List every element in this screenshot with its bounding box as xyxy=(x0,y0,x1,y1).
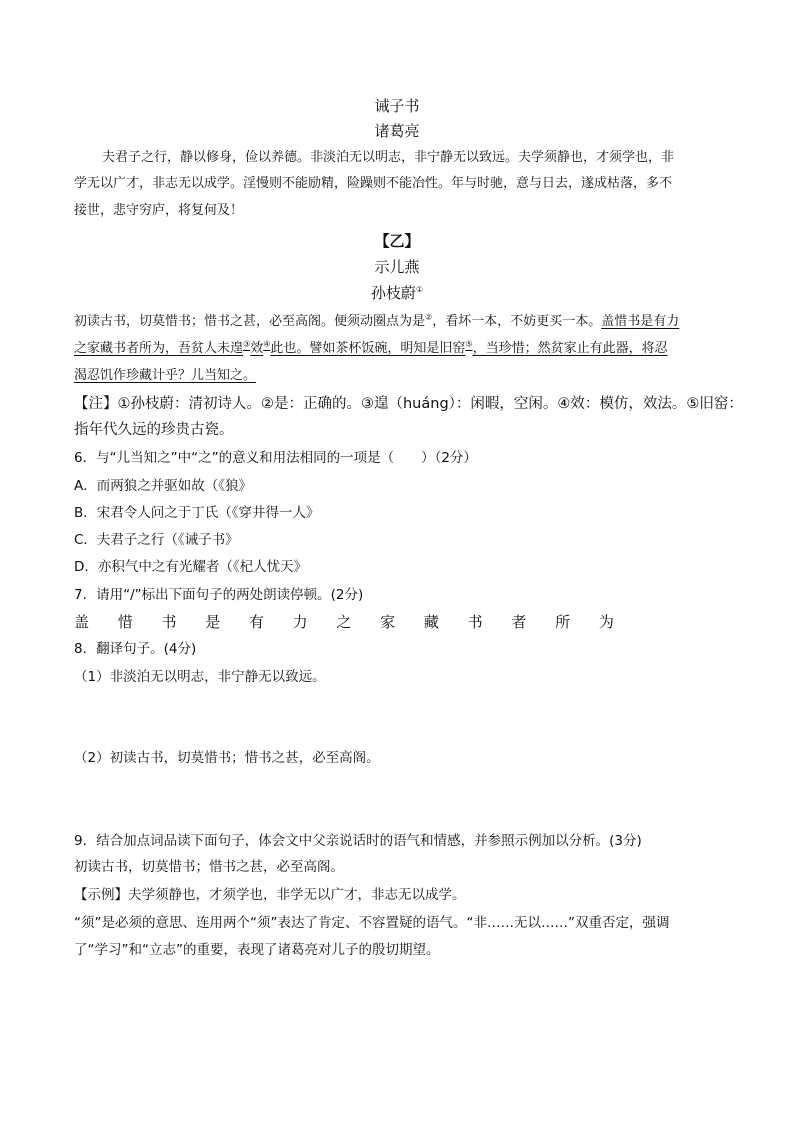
jia-text-line-3: 接世，悲守穷庐，将复何及！ xyxy=(74,203,244,218)
q6-option-d: D．亦积气中之有光耀者（《杞人忧天》 xyxy=(74,559,308,575)
jia-text-line-1: 夫君子之行，静以修身，俭以养德。非淡泊无以明志，非宁静无以致远。夫学须静也，才须学也，非 xyxy=(102,150,675,165)
q7-char: 藏 xyxy=(423,613,439,631)
yi-underlined-segment: ，当珍惜；然贫家止有此器，将忍 xyxy=(472,341,668,356)
q7-char: 盖 xyxy=(74,613,90,631)
yi-text-line-3 xyxy=(74,364,256,388)
yi-text-segment: 初读古书，切莫惜书；惜书之甚，必至高阁。便须动圈点为是 xyxy=(74,314,426,329)
yi-note-marker: ⑤ xyxy=(465,339,473,349)
q6-option-b: B．宋君令人问之于丁氏（《穿井得一人》 xyxy=(74,505,320,521)
yi-author-note: ① xyxy=(415,285,424,294)
q7-char: 为 xyxy=(598,613,614,631)
yi-underlined-segment: 盖惜书是有力 xyxy=(601,314,680,329)
yi-text-segment: ，看坏一本，不妨更买一本。 xyxy=(432,314,602,329)
yi-author: 孙枝蔚 xyxy=(370,284,416,302)
yi-author-line xyxy=(0,283,794,303)
yi-underlined-segment: 此也。 xyxy=(270,341,310,356)
q7-char: 书 xyxy=(161,613,177,631)
q9-analysis-line-2: 了“学习”和“立志”的重要，表现了诸葛亮对儿子的殷切期望。 xyxy=(74,942,440,958)
q7-char: 者 xyxy=(511,613,527,631)
jia-title: 诫子书 xyxy=(374,97,420,115)
q9-stem: 9．结合加点词品读下面句子，体会文中父亲说话时的语气和情感，并参照示例加以分析。(3分) xyxy=(74,833,642,849)
q6-option-c: C．夫君子之行（《诫子书》 xyxy=(74,532,239,548)
yi-text-line-2 xyxy=(74,337,668,361)
q9-example: 【示例】夫学须静也，才须学也，非学无以广才，非志无以成学。 xyxy=(74,887,466,903)
q7-char: 之 xyxy=(336,613,352,631)
yi-title: 示儿燕 xyxy=(374,258,420,276)
yi-note-marker: ③ xyxy=(243,339,251,349)
q9-sentence: 初读古书，切莫惜书；惜书之甚，必至高阁。 xyxy=(74,859,344,875)
q7-char: 家 xyxy=(380,613,396,631)
q7-char: 所 xyxy=(555,613,571,631)
yi-label: 【乙】 xyxy=(374,232,420,250)
q7-sentence xyxy=(74,611,614,632)
q7-char: 有 xyxy=(248,613,264,631)
q6-stem: 6．与“儿当知之”中“之”的意义和用法相同的一项是（ ）（2分） xyxy=(74,450,477,466)
jia-author: 诸葛亮 xyxy=(374,122,420,140)
q8-sub2: （2）初读古书，切莫惜书；惜书之甚，必至高阁。 xyxy=(74,750,380,766)
q6-option-a: A．而两狼之并驱如故（《狼》 xyxy=(74,478,252,494)
q7-char: 是 xyxy=(205,613,221,631)
q7-stem: 7．请用“/”标出下面句子的两处朗读停顿。(2分) xyxy=(74,587,364,603)
yi-underlined-segment: 之家藏书者所为，吾贫人未遑 xyxy=(74,341,244,356)
note-line-2: 指年代久远的珍贵古瓷。 xyxy=(74,422,234,438)
yi-note-marker: ④ xyxy=(263,339,271,349)
note-line-1: 【注】①孙枝蔚：清初诗人。②是：正确的。③遑（huáng）：闲暇，空闲。④效：模仿，效法。⑤旧窑： xyxy=(74,396,743,412)
jia-text-line-2: 学无以广才，非志无以成学。淫慢则不能励精，险躁则不能冶性。年与时驰，意与日去，遂成枯落，多不 xyxy=(74,176,673,191)
yi-underlined-segment: 渴忍饥作珍藏计乎？儿当知之。 xyxy=(74,368,257,383)
q8-sub1: （1）非淡泊无以明志，非宁静无以致远。 xyxy=(74,669,326,685)
q9-analysis-line-1: “须”是必须的意思、连用两个“须”表达了肯定、不容置疑的语气。“非……无以……”双重否定，强调 xyxy=(74,915,670,931)
yi-underlined-segment: 效 xyxy=(250,341,264,356)
yi-text-line-1 xyxy=(74,310,679,334)
q7-char: 力 xyxy=(292,613,308,631)
yi-note-marker: ② xyxy=(425,312,433,322)
yi-underlined-segment: 譬如茶杯饭碗，明知是旧窑 xyxy=(309,341,466,356)
q7-char: 书 xyxy=(467,613,483,631)
q8-stem: 8．翻译句子。(4分) xyxy=(74,641,197,657)
q7-char: 惜 xyxy=(117,613,133,631)
